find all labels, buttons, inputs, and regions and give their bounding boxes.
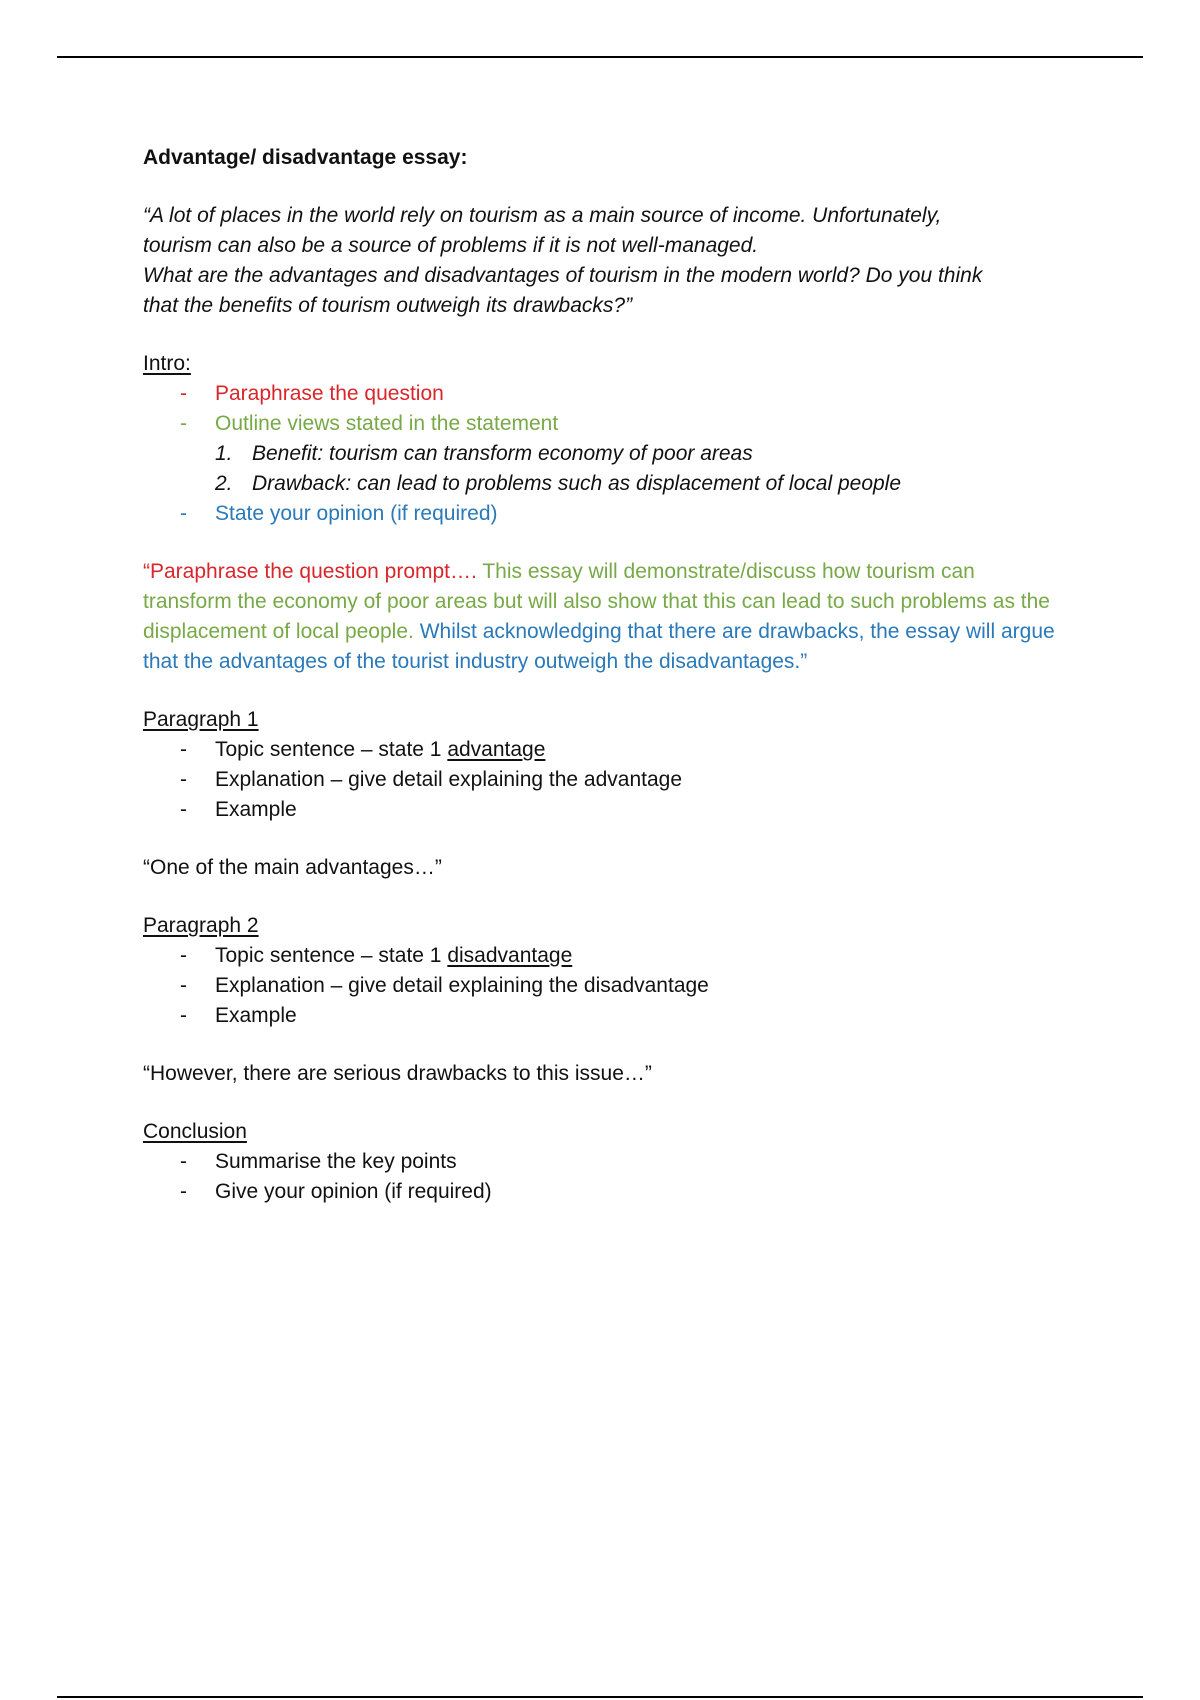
paragraph1-heading: Paragraph 1 — [143, 708, 259, 731]
conclusion-item-opinion: Give your opinion (if required) — [215, 1180, 492, 1203]
essay-prompt — [143, 201, 1063, 321]
list-item — [143, 971, 1063, 1001]
intro-list — [143, 379, 1063, 439]
intro-sublist — [143, 439, 1063, 499]
conclusion-heading: Conclusion — [143, 1120, 247, 1143]
dash-bullet: - — [180, 768, 187, 791]
dash-bullet: - — [180, 738, 187, 761]
dash-bullet: - — [180, 798, 187, 821]
sample-blue-text: Whilst acknowledging that there are drawbacks, the essay will argue that the advantages of the tourist industry outweigh the disadvantages.” — [143, 620, 1055, 673]
list-number: 1. — [215, 442, 233, 465]
dash-bullet: - — [180, 502, 187, 525]
intro-heading: Intro: — [143, 352, 191, 375]
dash-bullet: - — [180, 382, 187, 405]
paragraph1-section — [143, 705, 1063, 825]
explanation-text: Explanation – give detail explaining the advantage — [215, 768, 683, 791]
topic-sentence-text: Topic sentence – state 1 — [215, 944, 442, 967]
prompt-line: What are the advantages and disadvantages of tourism in the modern world? Do you think — [143, 264, 983, 287]
prompt-line: tourism can also be a source of problems if it is not well-managed. — [143, 234, 759, 257]
paragraph1-list — [143, 735, 1063, 825]
list-item — [143, 795, 1063, 825]
dash-bullet: - — [180, 1150, 187, 1173]
document-body — [143, 143, 1063, 1235]
intro-sub-drawback: Drawback: can lead to problems such as displacement of local people — [252, 472, 902, 495]
list-item — [143, 499, 1063, 529]
topic-keyword: advantage — [447, 738, 546, 761]
paragraph1-sample-quote: “One of the main advantages…” — [143, 856, 442, 879]
document-title: Advantage/ disadvantage essay: — [143, 146, 468, 169]
topic-sentence-text: Topic sentence – state 1 — [215, 738, 442, 761]
conclusion-item-summarise: Summarise the key points — [215, 1150, 457, 1173]
prompt-line: “A lot of places in the world rely on tourism as a main source of income. Unfortunately, — [143, 204, 942, 227]
intro-section — [143, 349, 1063, 529]
dash-bullet: - — [180, 1004, 187, 1027]
dash-bullet: - — [180, 944, 187, 967]
topic-keyword: disadvantage — [447, 944, 573, 967]
list-item — [143, 941, 1063, 971]
intro-list-continued — [143, 499, 1063, 529]
paragraph2-list — [143, 941, 1063, 1031]
list-number: 2. — [215, 472, 233, 495]
top-rule — [57, 56, 1143, 58]
bottom-rule — [57, 1696, 1143, 1698]
paragraph2-heading: Paragraph 2 — [143, 914, 259, 937]
list-item — [143, 1147, 1063, 1177]
intro-sub-benefit: Benefit: tourism can transform economy of poor areas — [252, 442, 753, 465]
list-item — [143, 379, 1063, 409]
dash-bullet: - — [180, 412, 187, 435]
example-text: Example — [215, 798, 297, 821]
intro-item-outline: Outline views stated in the statement — [215, 412, 559, 435]
list-item — [143, 469, 1063, 499]
dash-bullet: - — [180, 1180, 187, 1203]
paragraph2-section — [143, 911, 1063, 1031]
intro-sample-paragraph — [143, 557, 1063, 677]
list-item — [143, 439, 1063, 469]
prompt-line: that the benefits of tourism outweigh its drawbacks?” — [143, 294, 633, 317]
explanation-text: Explanation – give detail explaining the disadvantage — [215, 974, 709, 997]
list-item — [143, 1001, 1063, 1031]
list-item — [143, 735, 1063, 765]
dash-bullet: - — [180, 974, 187, 997]
list-item — [143, 765, 1063, 795]
sample-green-text: This essay will demonstrate/discuss how tourism can transform the economy of poor areas but will also show that this can lead to such problems as the displacement of local people. — [143, 560, 1050, 643]
conclusion-list — [143, 1147, 1063, 1207]
list-item — [143, 1177, 1063, 1207]
list-item — [143, 409, 1063, 439]
paragraph2-sample-quote: “However, there are serious drawbacks to this issue…” — [143, 1062, 652, 1085]
intro-item-opinion: State your opinion (if required) — [215, 502, 498, 525]
conclusion-section — [143, 1117, 1063, 1207]
example-text: Example — [215, 1004, 297, 1027]
intro-item-paraphrase: Paraphrase the question — [215, 382, 444, 405]
sample-red-text: “Paraphrase the question prompt…. — [143, 560, 477, 583]
